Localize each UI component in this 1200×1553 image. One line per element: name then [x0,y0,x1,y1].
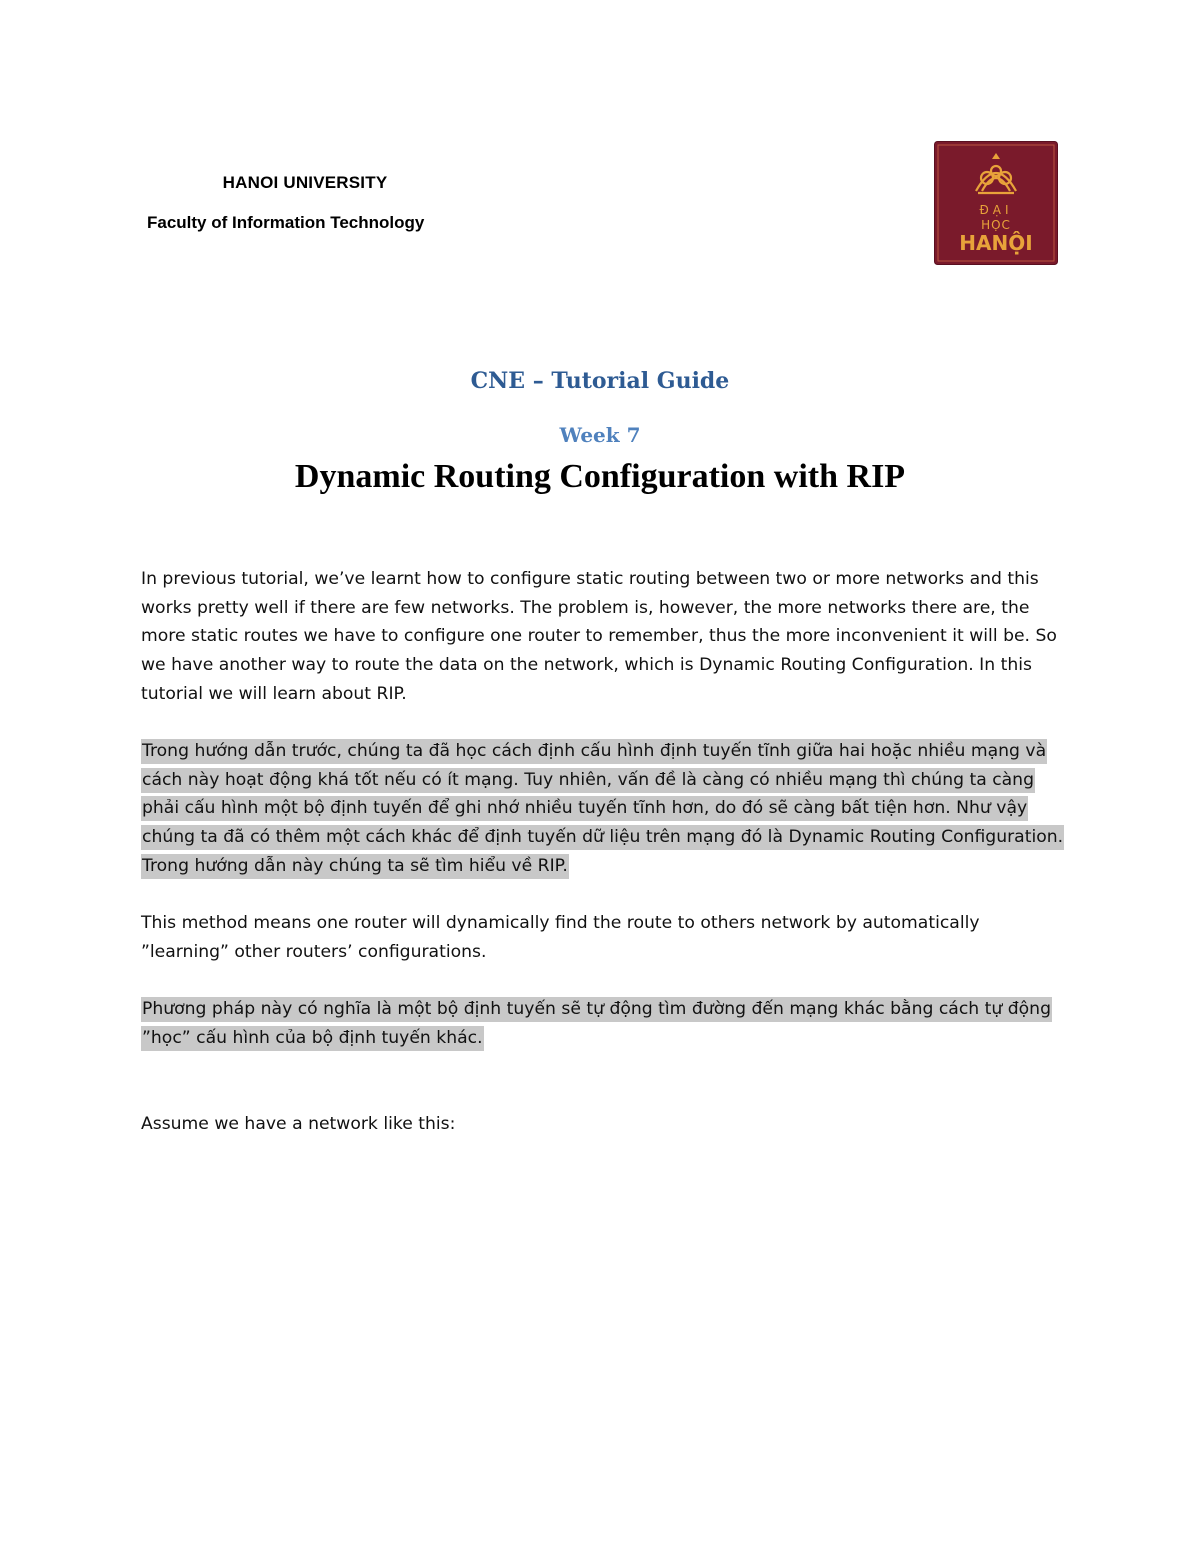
document-title: Dynamic Routing Configuration with RIP [294,458,906,495]
week-title: Week 7 [559,423,641,447]
method-paragraph-en [141,909,1071,966]
intro-paragraph-vi [141,737,1071,881]
logo-text-line2: HỌC [981,218,1011,232]
university-name: HANOI UNIVERSITY [222,173,388,192]
logo-text-line1: ĐẠI [979,203,1013,217]
logo-text-line3: HANỘI [959,231,1033,255]
network-intro-text: Assume we have a network like this: [141,1114,456,1134]
faculty-name: Faculty of Information Technology [147,213,425,232]
method-paragraph-vi [141,995,1071,1052]
institution-header [130,168,480,234]
intro-text-vi-highlighted: Trong hướng dẫn trước, chúng ta đã học cách định cấu hình định tuyến tĩnh giữa hai hoặc nhiều mạng và cách này hoạt động khá tốt nếu có ít mạng. Tuy nhiên, vấn đề là càng có nhiều mạng thì chúng ta càng phải cấu hình một bộ định tuyến để ghi nhớ nhiều tuyến tĩnh hơn, do đó sẽ càng bất tiện hơn. Như vậy chúng ta đã có thêm một cách khác để định tuyến dữ liệu trên mạng đó là Dynamic Routing Configuration. Trong hướng dẫn này chúng ta sẽ tìm hiểu về RIP. [141,739,1064,879]
hanoi-university-logo [934,141,1058,265]
intro-paragraph-en [141,565,1071,709]
method-text-en: This method means one router will dynamically find the route to others network by automatically ”learning” other routers’ configurations. [141,913,980,962]
method-text-vi-highlighted: Phương pháp này có nghĩa là một bộ định tuyến sẽ tự động tìm đường đến mạng khác bằng cách tự động ”học” cấu hình của bộ định tuyến khác. [141,997,1052,1051]
guide-title: CNE – Tutorial Guide [470,368,730,394]
network-intro-paragraph [141,1110,1071,1139]
intro-text-en: In previous tutorial, we’ve learnt how to configure static routing between two or more networks and this works pretty well if there are few networks. The problem is, however, the more networks there are, the more static routes we have to configure one router to remember, thus the more inconvenient it will be. So we have another way to route the data on the network, which is Dynamic Routing Configuration. In this tutorial we will learn about RIP. [141,569,1057,704]
